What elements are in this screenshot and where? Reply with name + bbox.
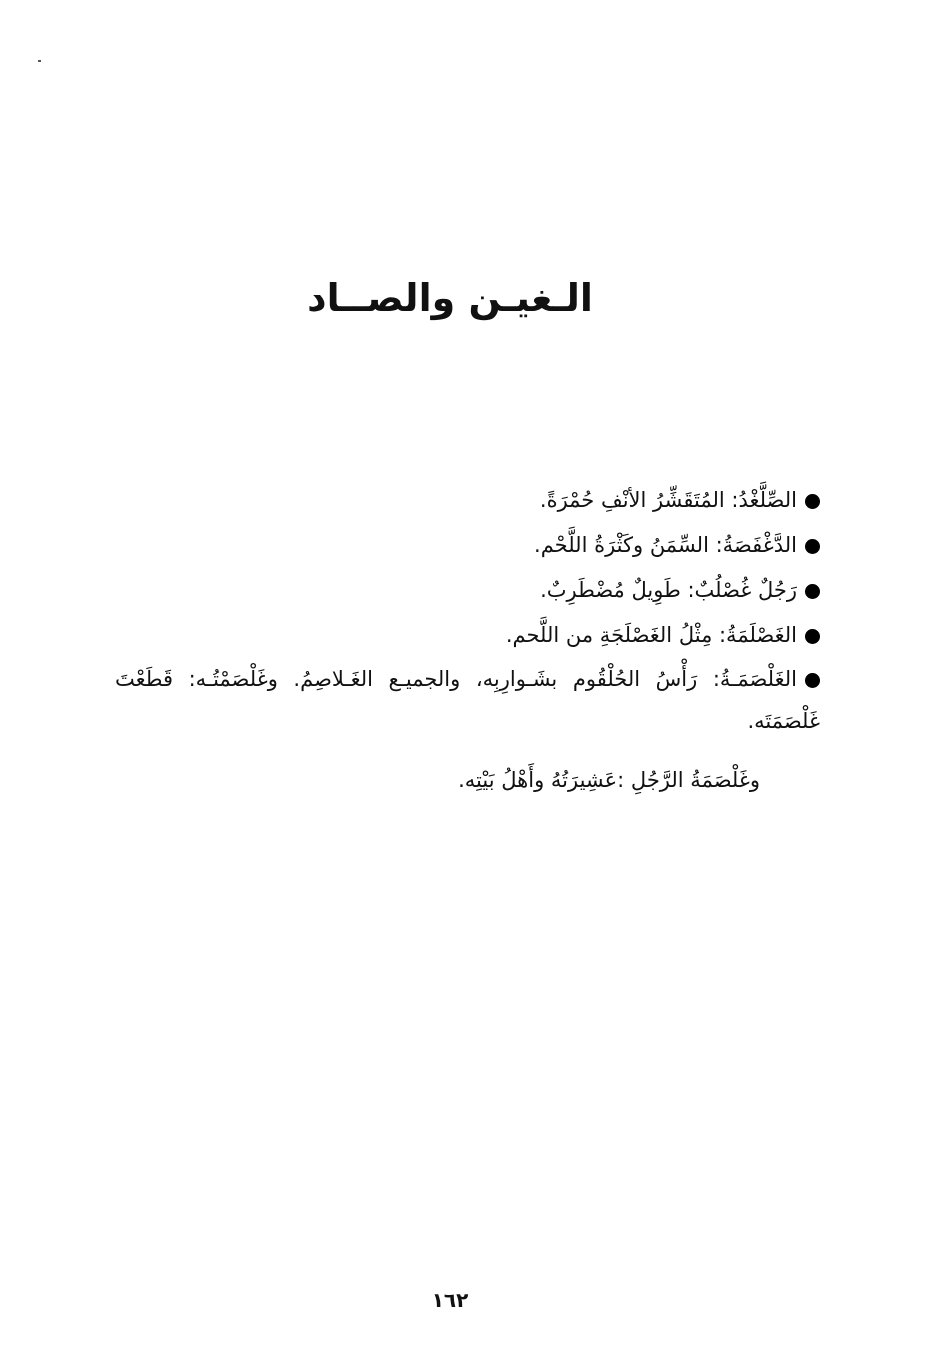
entry-item xyxy=(115,568,820,613)
entry-note: وغَلْصَمَةُ الرَّجُلِ :عَشِيرَتُهُ وأَهْلُ بَيْتِه. xyxy=(458,768,760,792)
entry-item xyxy=(115,613,820,658)
bullet-icon xyxy=(805,539,820,554)
bullet-icon xyxy=(805,494,820,509)
page-number: ١٦٢ xyxy=(431,1288,469,1312)
bullet-icon xyxy=(805,673,820,688)
entry-item xyxy=(115,478,820,523)
scan-speck xyxy=(38,60,41,62)
entry-list xyxy=(115,478,820,742)
entry-text: الصِّلَّغْدُ: المُتَقَشِّرُ الأنْفِ حُمْرَةً. xyxy=(539,488,797,512)
entry-item xyxy=(115,523,820,568)
entry-text: الدَّغْفَصَةُ: السِّمَنُ وكَثْرَةُ اللَّحْم. xyxy=(534,533,797,557)
bullet-icon xyxy=(805,584,820,599)
entry-item xyxy=(115,658,820,742)
chapter-title: الـغيـن والصــاد xyxy=(307,276,593,320)
bullet-icon xyxy=(805,629,820,644)
entry-text: الغَلْصَمَـةُ: رَأْسُ الحُلْقُوم بشَـوارِبِه، والجميـع الغَـلاصِمُ. وغَلْصَمْتُـه: قَطَعْتَ غَلْصَمَتَه. xyxy=(115,667,820,733)
entry-text: رَجُلٌ غُصْلُبٌ: طَوِيلٌ مُضْطَرِبٌ. xyxy=(540,578,797,602)
entry-text: الغَصْلَمَةُ: مِثْلُ الغَصْلَجَةِ من اللَّحم. xyxy=(505,623,797,647)
